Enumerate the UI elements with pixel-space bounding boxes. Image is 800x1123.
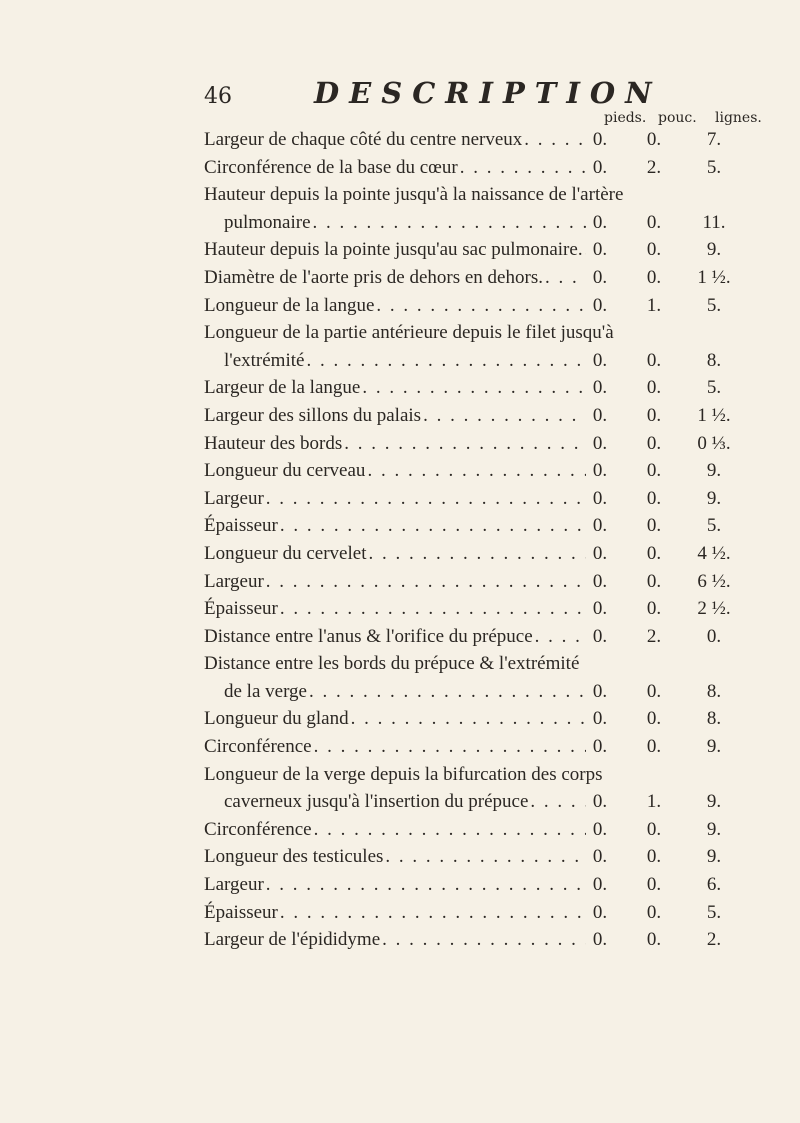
table-row	[204, 485, 784, 513]
value-pieds: 0.	[592, 874, 608, 896]
row-label	[204, 871, 586, 899]
dot-leader	[533, 623, 586, 651]
dot-leader	[312, 816, 586, 844]
row-label-text: Épaisseur	[204, 515, 278, 537]
row-label-text: Hauteur des bords	[204, 432, 343, 454]
table-row	[204, 292, 784, 320]
row-label	[204, 485, 586, 513]
row-label	[204, 264, 586, 292]
value-pouces: 2.	[646, 156, 662, 178]
value-lignes: 5.	[706, 294, 722, 316]
row-label	[204, 705, 586, 733]
row-label-first-line: Longueur de la partie antérieure depuis le filet jusqu'à	[204, 322, 614, 344]
dot-leader	[458, 154, 586, 182]
row-label	[204, 457, 586, 485]
value-pieds: 0.	[592, 736, 608, 758]
value-pouces: 0.	[646, 404, 662, 426]
row-label-first-line: Longueur de la verge depuis la bifurcation des corps	[204, 763, 603, 785]
row-label-text: Épaisseur	[204, 901, 278, 923]
value-pouces: 0.	[646, 680, 662, 702]
running-title: DESCRIPTION	[314, 76, 662, 110]
value-lignes: 1 ½.	[697, 404, 731, 426]
row-label	[204, 347, 586, 375]
value-pieds: 0.	[592, 487, 608, 509]
row-label-text: Diamètre de l'aorte pris de dehors en dehors.	[204, 266, 543, 288]
value-pouces: 1.	[646, 791, 662, 813]
value-lignes: 2 ½.	[697, 598, 731, 620]
value-pouces: 0.	[646, 901, 662, 923]
dot-leader	[383, 843, 586, 871]
dot-leader	[366, 540, 586, 568]
row-label-first-line: Distance entre les bords du prépuce & l'extrémité	[204, 653, 580, 675]
row-label-text: Largeur de l'épididyme	[204, 929, 381, 951]
dot-leader	[365, 457, 586, 485]
value-pouces: 0.	[646, 266, 662, 288]
value-lignes: 6.	[706, 874, 722, 896]
dot-leader	[311, 209, 586, 237]
table-row	[204, 843, 784, 871]
value-pouces: 0.	[646, 377, 662, 399]
value-lignes: 9.	[706, 791, 722, 813]
value-pouces: 0.	[646, 818, 662, 840]
row-label-text: Circonférence de la base du cœur	[204, 156, 458, 178]
dot-leader	[543, 264, 586, 292]
row-label-text: Largeur de chaque côté du centre nerveux	[204, 129, 523, 150]
table-row	[204, 788, 784, 816]
row-label	[204, 926, 586, 954]
value-pieds: 0.	[592, 349, 608, 371]
value-pieds: 0.	[592, 708, 608, 730]
table-row	[204, 733, 784, 761]
row-label-text: l'extrémité	[224, 349, 305, 371]
dot-leader	[522, 126, 586, 154]
row-label	[204, 788, 586, 816]
table-row	[204, 512, 784, 540]
row-label-text: Largeur des sillons du palais	[204, 404, 422, 426]
table-row	[204, 402, 784, 430]
table-row-label-line	[204, 761, 784, 789]
dot-leader	[307, 678, 586, 706]
dot-leader	[312, 733, 586, 761]
measurement-table	[204, 126, 784, 954]
row-label-first-line: Hauteur depuis la pointe jusqu'à la naissance de l'artère	[204, 184, 624, 206]
value-lignes: 8.	[706, 349, 722, 371]
value-pieds: 0.	[592, 542, 608, 564]
table-row	[204, 678, 784, 706]
table-row	[204, 595, 784, 623]
table-row	[204, 623, 784, 651]
value-pouces: 0.	[646, 542, 662, 564]
value-pieds: 0.	[592, 515, 608, 537]
table-row	[204, 264, 784, 292]
table-row	[204, 347, 784, 375]
value-pieds: 0.	[592, 266, 608, 288]
table-row	[204, 457, 784, 485]
value-lignes: 9.	[706, 846, 722, 868]
row-label	[204, 816, 586, 844]
value-pieds: 0.	[592, 598, 608, 620]
value-lignes: 0 ⅓.	[697, 432, 731, 454]
value-lignes: 9.	[706, 460, 722, 482]
row-label	[204, 236, 586, 264]
value-pouces: 1.	[646, 294, 662, 316]
row-label	[204, 623, 586, 651]
value-pouces: 0.	[646, 129, 662, 150]
value-pouces: 0.	[646, 487, 662, 509]
dot-leader	[528, 788, 586, 816]
row-label	[204, 126, 586, 154]
value-lignes: 11.	[702, 211, 726, 233]
dot-leader	[583, 236, 586, 264]
table-row	[204, 374, 784, 402]
row-label	[204, 430, 586, 458]
value-lignes: 9.	[706, 239, 722, 261]
dot-leader	[374, 292, 586, 320]
value-lignes: 9.	[706, 736, 722, 758]
table-row	[204, 430, 784, 458]
dot-leader	[264, 485, 586, 513]
value-pouces: 0.	[646, 570, 662, 592]
row-label-text: Longueur du cerveau	[204, 460, 366, 482]
value-pieds: 0.	[592, 404, 608, 426]
row-label-text: Hauteur depuis la pointe jusqu'au sac pulmonaire.	[204, 239, 583, 261]
dot-leader	[342, 430, 586, 458]
value-pieds: 0.	[592, 211, 608, 233]
value-pouces: 0.	[646, 598, 662, 620]
table-row	[204, 126, 784, 154]
column-header-lignes: lignes.	[715, 110, 762, 126]
row-label-text: Longueur de la langue	[204, 294, 375, 316]
table-row-label-line	[204, 650, 784, 678]
table-row	[204, 568, 784, 596]
table-row-label-line	[204, 319, 784, 347]
row-label-text: Largeur	[204, 874, 264, 896]
row-label-text: Distance entre l'anus & l'orifice du prépuce	[204, 625, 533, 647]
value-lignes: 4 ½.	[697, 542, 731, 564]
value-pieds: 0.	[592, 791, 608, 813]
value-pouces: 0.	[646, 460, 662, 482]
row-label	[204, 678, 586, 706]
row-label	[204, 568, 586, 596]
row-label-text: pulmonaire	[224, 211, 311, 233]
dot-leader	[264, 568, 586, 596]
table-row-label-line	[204, 181, 784, 209]
value-lignes: 5.	[706, 515, 722, 537]
value-lignes: 2.	[706, 929, 722, 951]
value-lignes: 5.	[706, 156, 722, 178]
value-pouces: 0.	[646, 432, 662, 454]
table-row	[204, 899, 784, 927]
row-label-text: Épaisseur	[204, 598, 278, 620]
row-label	[204, 899, 586, 927]
value-pouces: 0.	[646, 239, 662, 261]
dot-leader	[349, 705, 586, 733]
row-label	[204, 540, 586, 568]
value-pieds: 0.	[592, 239, 608, 261]
value-pieds: 0.	[592, 294, 608, 316]
value-lignes: 1 ½.	[697, 266, 731, 288]
value-pouces: 2.	[646, 625, 662, 647]
value-pouces: 0.	[646, 211, 662, 233]
value-pieds: 0.	[592, 570, 608, 592]
dot-leader	[278, 512, 586, 540]
value-pieds: 0.	[592, 625, 608, 647]
value-pieds: 0.	[592, 929, 608, 951]
column-header-pieds: pieds.	[604, 110, 647, 126]
row-label-text: Largeur	[204, 570, 264, 592]
row-label	[204, 374, 586, 402]
value-pouces: 0.	[646, 846, 662, 868]
value-lignes: 0.	[706, 625, 722, 647]
value-pieds: 0.	[592, 680, 608, 702]
table-row	[204, 871, 784, 899]
value-pouces: 0.	[646, 708, 662, 730]
value-lignes: 9.	[706, 818, 722, 840]
dot-leader	[264, 871, 586, 899]
row-label	[204, 292, 586, 320]
value-lignes: 8.	[706, 708, 722, 730]
value-pieds: 0.	[592, 432, 608, 454]
table-row	[204, 926, 784, 954]
row-label	[204, 154, 586, 182]
row-label-text: Circonférence	[204, 818, 312, 840]
row-label-text: Largeur	[204, 487, 264, 509]
dot-leader	[278, 899, 586, 927]
value-pieds: 0.	[592, 818, 608, 840]
row-label-text: Longueur du gland	[204, 708, 349, 730]
row-label-text: de la verge	[224, 680, 307, 702]
dot-leader	[360, 374, 586, 402]
value-pouces: 0.	[646, 349, 662, 371]
dot-leader	[278, 595, 586, 623]
value-lignes: 7.	[706, 129, 722, 150]
column-header-pouces: pouc.	[658, 110, 697, 126]
row-label	[204, 595, 586, 623]
value-pouces: 0.	[646, 929, 662, 951]
page-header	[204, 76, 662, 110]
dot-leader	[421, 402, 586, 430]
row-label	[204, 209, 586, 237]
value-lignes: 6 ½.	[697, 570, 731, 592]
table-row	[204, 540, 784, 568]
row-label	[204, 843, 586, 871]
row-label-text: Longueur du cervelet	[204, 542, 367, 564]
value-lignes: 5.	[706, 377, 722, 399]
dot-leader	[380, 926, 586, 954]
value-pouces: 0.	[646, 874, 662, 896]
table-row	[204, 154, 784, 182]
row-label-text: Largeur de la langue	[204, 377, 361, 399]
table-row	[204, 705, 784, 733]
row-label	[204, 512, 586, 540]
row-label-text: Circonférence	[204, 736, 312, 758]
table-row	[204, 236, 784, 264]
dot-leader	[304, 347, 586, 375]
value-lignes: 9.	[706, 487, 722, 509]
value-pieds: 0.	[592, 129, 608, 150]
value-pieds: 0.	[592, 377, 608, 399]
value-pieds: 0.	[592, 460, 608, 482]
value-pieds: 0.	[592, 156, 608, 178]
value-pieds: 0.	[592, 846, 608, 868]
row-label-text: caverneux jusqu'à l'insertion du prépuce	[224, 791, 529, 813]
value-pieds: 0.	[592, 901, 608, 923]
row-label-text: Longueur des testicules	[204, 846, 384, 868]
value-pouces: 0.	[646, 515, 662, 537]
row-label	[204, 402, 586, 430]
value-lignes: 5.	[706, 901, 722, 923]
value-lignes: 8.	[706, 680, 722, 702]
table-row	[204, 816, 784, 844]
value-pouces: 0.	[646, 736, 662, 758]
row-label	[204, 733, 586, 761]
page-number: 46	[204, 84, 232, 109]
table-row	[204, 209, 784, 237]
